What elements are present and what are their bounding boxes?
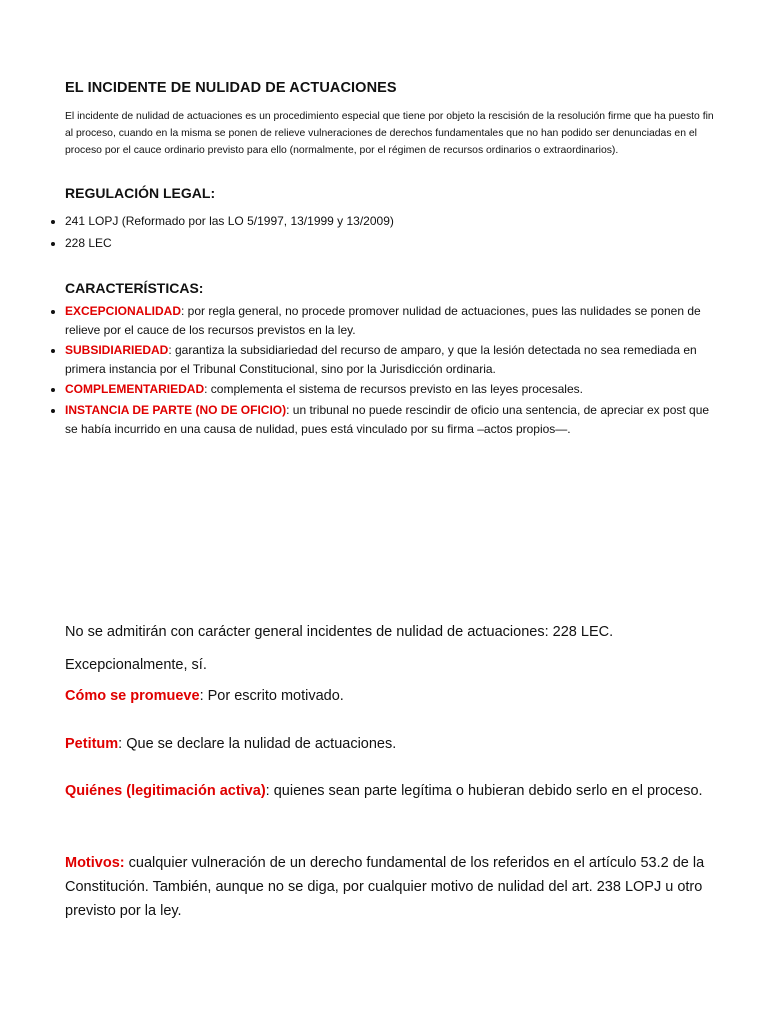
quienes-paragraph [65,779,715,803]
list-item [65,401,725,439]
regulacion-list [45,210,725,254]
term-description: cualquier vulneración de un derecho fundamental de los referidos en el artículo 53.2 de la Constitución. También, aunque no se diga, por cualquier motivo de nulidad del art. 238 LOPJ u otro previsto por la ley. [65,855,705,919]
term-label: Cómo se promueve [65,688,200,704]
caracteristicas-heading: CARACTERÍSTICAS: [65,280,204,296]
term-description: : por regla general, no procede promover nulidad de actuaciones, pues las nulidades se ponen de relieve por el cauce de los recursos previstos en la ley. [65,304,701,337]
como-paragraph [65,684,715,708]
list-item: • 228 LEC [65,232,725,254]
term-label: Motivos: [65,855,125,871]
intro-paragraph: El incidente de nulidad de actuaciones es un procedimiento especial que tiene por objeto la rescisión de la resolución firme que ha puesto fin al proceso, cuando en la misma se ponen de relieve vulneraciones de derechos fundamentales que no han podido ser denunciadas en el proceso por el cauce ordinario previsto para ello (normalmente, por el régimen de recursos ordinarios o extraordinarios). [65,111,714,156]
list-item: • 241 LOPJ (Reformado por las LO 5/1997, 13/1999 y 13/2009) [65,210,725,232]
term-description: : un tribunal no puede rescindir de oficio una sentencia, de apreciar ex post que se había incurrido en una causa de nulidad, pues está vinculado por su firma –actos propios—. [65,403,710,436]
term-label: EXCEPCIONALIDAD [65,304,182,318]
term-description: : garantiza la subsidiariedad del recurso de amparo, y que la lesión detectada no sea remediada en primera instancia por el Tribunal Constitucional, sino por la Jurisdicción ordinaria. [65,343,697,376]
regulacion-heading: REGULACIÓN LEGAL: [65,185,216,201]
list-item [65,302,725,340]
list-item [65,341,725,379]
term-label: Petitum [65,736,119,752]
term-description: : complementa el sistema de recursos previsto en las leyes procesales. [204,382,583,396]
excepcionalmente-paragraph: Excepcionalmente, sí. [65,657,207,673]
petitum-paragraph [65,732,715,756]
term-description: : quienes sean parte legítima o hubieran debido serlo en el proceso. [265,783,703,799]
document-title: EL INCIDENTE DE NULIDAD DE ACTUACIONES [65,80,397,96]
term-label: SUBSIDIARIEDAD [65,343,169,357]
caracteristicas-list [45,302,725,440]
term-label: COMPLEMENTARIEDAD [65,382,205,396]
term-description: : Por escrito motivado. [199,688,344,704]
no-admitiran-paragraph: No se admitirán con carácter general incidentes de nulidad de actuaciones: 228 LEC. [65,624,614,640]
term-description: : Que se declare la nulidad de actuaciones. [118,736,397,752]
list-item [65,380,725,399]
term-label: INSTANCIA DE PARTE (NO DE OFICIO) [65,403,287,417]
term-label: Quiénes (legitimación activa) [65,783,266,799]
motivos-paragraph [65,851,715,923]
